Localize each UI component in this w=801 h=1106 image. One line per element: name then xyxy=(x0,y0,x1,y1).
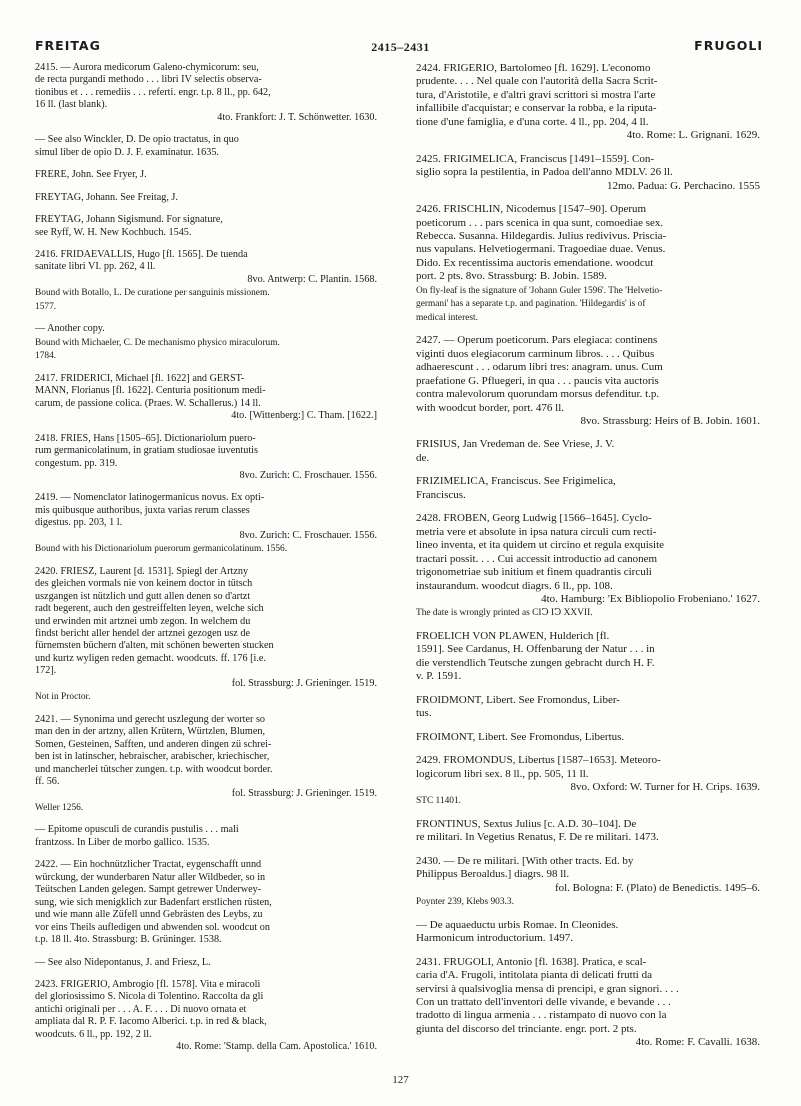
catalogue-entry xyxy=(35,957,381,969)
entry-line: 2430. — De re militari. [With other tracts. Ed. by xyxy=(416,854,634,867)
entry-line: Franciscus. xyxy=(416,488,466,501)
entry-line: 2417. FRIDERICI, Michael [fl. 1622] and GERST- xyxy=(35,372,245,384)
entry-line: Teütschen Landen gelegen. Sampt getrewer Underwey- xyxy=(35,884,262,896)
entry-line: FRIZIMELICA, Franciscus. See Frigimelica, xyxy=(416,475,616,488)
entry-line: with woodcut border, port. 476 ll. xyxy=(416,401,565,414)
entry-line: logicorum libri sex. 8 ll., pp. 505, 11 ll. xyxy=(416,767,589,780)
entry-line: Somen, Gesteinen, Safften, und anderen dingen zü schrei- xyxy=(35,738,272,750)
entry-line: carum, de passione colica. (Praes. W. Schallerus.) 14 ll. xyxy=(35,397,261,409)
catalogue-entry xyxy=(35,169,381,181)
entry-line: FRONTINUS, Sextus Julius [c. A.D. 30–104]. De xyxy=(416,817,637,830)
entry-line: servirsi à qualsivoglia mensa di prencipi, e gran signori. . . . xyxy=(416,982,679,995)
entry-line: — See also Nidepontanus, J. and Friesz, L. xyxy=(35,956,211,968)
entry-line: des gleichen vormals nie von keinem doctor in tütsch xyxy=(35,578,253,590)
entry-line: prudente. . . . Nel quale con l'autorità della Sacra Scrit- xyxy=(416,75,658,88)
catalogue-entry xyxy=(416,512,764,620)
entry-line: poeticorum . . . pars scenica in qua sunt, comoediae sex. xyxy=(416,216,664,229)
imprint-line: 8vo. Antwerp: C. Plantin. 1568. xyxy=(247,273,377,285)
catalogue-entry xyxy=(416,754,764,808)
entry-note: Bound with Botallo, L. De curatione per sanguinis missionem. xyxy=(35,288,270,299)
imprint-line: 4to. Rome: L. Grignani. 1629. xyxy=(626,129,760,142)
entry-note: The date is wrongly printed as CIↃ IↃ XXVII. xyxy=(416,608,593,619)
catalogue-entry xyxy=(35,323,381,362)
catalogue-entry xyxy=(416,694,764,721)
catalogue-entry xyxy=(35,134,381,159)
entry-line: und kurtz wyligen reden gemacht. woodcuts. ff. 176 [i.e. xyxy=(35,652,266,664)
entry-line: ampliata dal R. P. F. Iacomo Alberici. t.p. in red & black, xyxy=(35,1016,267,1028)
entry-line: 1591]. See Cardanus, H. Offenbarung der Natur . . . in xyxy=(416,643,655,656)
entry-note: STC 11401. xyxy=(416,796,461,807)
imprint-line: 4to. Hamburg: 'Ex Bibliopolio Frobeniano.' 1627. xyxy=(541,593,760,605)
entry-line: viginti duos elegiacorum carminum libros. . . . Quibus xyxy=(416,347,655,360)
entry-line: simul liber de opio D. J. F. examinatur. 1635. xyxy=(35,146,219,158)
entry-line: uszgangen ist nützlich und gutt allen denen so d'artzt xyxy=(35,590,251,602)
imprint-line: fol. Strassburg: J. Grieninger. 1519. xyxy=(231,677,377,689)
entry-line: findst bericht aller hendel der artznei gezogen usz de xyxy=(35,628,250,639)
imprint-line: 4to. Rome: F. Cavalli. 1638. xyxy=(635,1036,760,1049)
entry-line: adhaerescunt . . . odarum libri tres: anagram. unus. Cum xyxy=(416,361,663,374)
entry-line: würckung, der wunderbaren Natur aller Wildbeder, so in xyxy=(35,871,266,883)
catalogue-entry xyxy=(416,475,764,502)
entry-line: nus vapulans. Helvetiogermani. Tragoediae duae. Venus. xyxy=(416,243,666,256)
entry-line: caria d'A. Frugoli, intitolata pianta di delicati frutti da xyxy=(416,969,652,982)
catalogue-entry xyxy=(35,433,381,483)
running-head-range: 2415–2431 xyxy=(371,40,430,54)
entry-line: praefatione G. Pfluegeri, in qua . . . paucis vita auctoris xyxy=(416,374,659,387)
entry-line: 2426. FRISCHLIN, Nicodemus [1547–90]. Operum xyxy=(416,203,647,216)
entry-line: rum germanicolatinum, in gratiam studiosae iuventutis xyxy=(35,445,258,457)
entry-line: antichi originali per . . . A. F. . . . Di nuovo ornata et xyxy=(35,1003,247,1015)
imprint-line: 4to. [Wittenberg:] C. Tham. [1622.] xyxy=(231,410,377,422)
imprint-line: 4to. Rome: 'Stamp. della Cam. Apostolica.' 1610. xyxy=(176,1041,377,1053)
right-column xyxy=(416,62,764,1060)
entry-line: woodcuts. 6 ll., pp. 192, 2 ll. xyxy=(35,1028,152,1040)
imprint-line: 4to. Frankfort: J. T. Schönwetter. 1630. xyxy=(217,111,377,123)
entry-line: 2424. FRIGERIO, Bartolomeo [fl. 1629]. L'economo xyxy=(416,62,651,74)
entry-line: — See also Winckler, D. De opio tractatus, in quo xyxy=(35,134,239,146)
catalogue-entry xyxy=(35,979,381,1054)
entry-line: FROIDMONT, Libert. See Fromondus, Liber- xyxy=(416,693,620,706)
entry-line: man den in der artzny, allen Krütern, Würtzlen, Blumen, xyxy=(35,726,265,738)
entry-line: instaurandum. woodcut diagrs. 6 ll., pp. 108. xyxy=(416,579,613,592)
entry-line: digestus. pp. 203, 1 l. xyxy=(35,517,123,529)
entry-line: Rebecca. Susanna. Hildegardis. Julius redivivus. Priscia- xyxy=(416,229,667,242)
entry-line: tus. xyxy=(416,707,432,720)
entry-line: contra malevolorum quorundam morsus defenditur. t.p. xyxy=(416,388,660,401)
entry-line: — Another copy. xyxy=(35,323,105,335)
entry-line: vor eins Theils aufledigen und abwenden sol. woodcut on xyxy=(35,921,270,933)
imprint-line: 8vo. Strassburg: Heirs of B. Jobin. 1601. xyxy=(580,415,760,428)
page-number: 127 xyxy=(392,1074,409,1086)
entry-line: mis quibusque authoribus, juxta varias rerum classes xyxy=(35,504,250,516)
entry-line: 2415. — Aurora medicorum Galeno-chymicorum: seu, xyxy=(35,62,259,73)
catalogue-entry xyxy=(416,203,764,324)
catalogue-entry xyxy=(416,731,764,744)
entry-line: 2425. FRIGIMELICA, Franciscus [1491–1559]. Con- xyxy=(416,152,655,165)
entry-note: Poynter 239, Klebs 903.3. xyxy=(416,897,514,908)
entry-note: Weller 1256. xyxy=(35,802,84,813)
entry-line: 2428. FROBEN, Georg Ludwig [1566–1645]. Cyclo- xyxy=(416,512,652,525)
entry-line: 2419. — Nomenclator latinogermanicus novus. Ex opti- xyxy=(35,492,265,504)
imprint-line: 8vo. Zurich: C. Froschauer. 1556. xyxy=(239,469,377,481)
entry-line: port. 2 pts. 8vo. Strassburg: B. Jobin. 1589. xyxy=(416,270,607,283)
catalogue-entry xyxy=(416,818,764,845)
imprint-line: fol. Bologna: F. (Plato) de Benedictis. 1495–6. xyxy=(554,881,760,894)
catalogue-entry xyxy=(35,824,381,849)
entry-line: 2416. FRIDAEVALLIS, Hugo [fl. 1565]. De tuenda xyxy=(35,248,248,260)
entry-line: tractari possit. . . . Cui accessit introductio ad canonem xyxy=(416,552,658,565)
entry-line: Philippus Beroaldus.] diagrs. 98 ll. xyxy=(416,868,570,881)
catalogue-entry xyxy=(35,492,381,555)
entry-line: radt begerent, auch den gestreiffelten leyen, welche sich xyxy=(35,603,264,615)
catalogue-entry xyxy=(416,630,764,684)
entry-line: 2421. — Synonima und gerecht uszlegung der worter so xyxy=(35,713,266,725)
entry-note: Not in Proctor. xyxy=(35,692,91,703)
entry-line: lineo inventa, et ita quidem ut circino et regula exquisite xyxy=(416,539,665,552)
entry-line: 172]. xyxy=(35,665,57,677)
entry-line: tura, d'Aristotile, e d'altri gravi scrittori si mostra l'arte xyxy=(416,88,656,101)
entry-line: Dido. Ex recentissima auctoris emendatione. woodcut xyxy=(416,256,654,269)
entry-line: 2420. FRIESZ, Laurent [d. 1531]. Spiegl der Artzny xyxy=(35,565,249,577)
entry-line: 2429. FROMONDUS, Libertus [1587–1653]. Meteoro- xyxy=(416,754,661,767)
imprint-line: 12mo. Padua: G. Perchacino. 1555 xyxy=(606,179,760,192)
entry-line: FRERE, John. See Fryer, J. xyxy=(35,169,147,181)
entry-line: fürnemsten büchern d'alten, mit schönen bewerten stucken xyxy=(35,640,274,652)
catalogue-entry xyxy=(35,249,381,313)
entry-line: trigonometriae sub initium et finem quadrantis circuli xyxy=(416,566,652,579)
entry-line: die verstendlich Teutsche zungen gebracht durch H. F. xyxy=(416,656,655,669)
catalogue-entry xyxy=(416,438,764,465)
catalogue-entry xyxy=(35,62,381,124)
entry-line: FREYTAG, Johann Sigismund. For signature, xyxy=(35,214,223,226)
entry-line: siglio sopra la pestilentia, in Padoa dell'anno MDLV. 26 ll. xyxy=(416,166,673,179)
catalogue-entry xyxy=(35,214,381,239)
entry-line: und mancherlei tütscher zungen. t.p. with woodcut border. xyxy=(35,763,273,775)
entry-line: Harmonicum introductorium. 1497. xyxy=(416,932,574,945)
catalogue-entry xyxy=(416,956,764,1050)
entry-line: FREYTAG, Johann. See Freitag, J. xyxy=(35,191,178,203)
running-head-right: FRUGOLI xyxy=(694,38,763,53)
entry-line: re militari. In Vegetius Renatus, F. De re militari. 1473. xyxy=(416,831,659,844)
entry-line: tradotto di lingua armenia . . . ristampato di nuovo con la xyxy=(416,1009,667,1022)
entry-line: sung, wie sich menigklich zur Badenfart erstlichen rüsten, xyxy=(35,896,272,908)
entry-line: und wie mann alle Züfell unnd Gebrästen des Leybs, zu xyxy=(35,909,263,921)
catalogue-entry xyxy=(416,62,764,143)
catalogue-entry xyxy=(416,334,764,428)
entry-line: ben ist in latinscher, hebraischer, arabischer, kriechischer, xyxy=(35,751,270,763)
imprint-line: 8vo. Zurich: C. Froschauer. 1556. xyxy=(239,529,377,541)
catalogue-entry xyxy=(416,855,764,909)
entry-note: Bound with Michaeler, C. De mechanismo physico miraculorum. xyxy=(35,337,280,348)
entry-line: 2427. — Operum poeticorum. Pars elegiaca: continens xyxy=(416,334,658,347)
entry-line: sanitate libri VI. pp. 262, 4 ll. xyxy=(35,261,156,273)
entry-line: tionibus et . . . remediis . . . referti. engr. t.p. 8 ll., pp. 642, xyxy=(35,86,271,98)
entry-line: 2431. FRUGOLI, Antonio [fl. 1638]. Pratica, e scal- xyxy=(416,955,647,968)
entry-line: t.p. 18 ll. 4to. Strassburg: B. Grüninger. 1538. xyxy=(35,934,222,946)
entry-line: del gloriosissimo S. Nicola di Tolentino. Raccolta da gli xyxy=(35,991,264,1003)
entry-note: 1784. xyxy=(35,351,57,362)
catalogue-entry xyxy=(35,714,381,815)
entry-note: Bound with his Dictionariolum puerorum germanicolatinum. 1556. xyxy=(35,544,288,555)
entry-note: 1577. xyxy=(35,301,57,312)
entry-line: 2423. FRIGERIO, Ambrogio [fl. 1578]. Vita e miracoli xyxy=(35,978,261,990)
entry-line: 16 ll. (last blank). xyxy=(35,99,108,111)
imprint-line: fol. Strassburg: J. Grieninger. 1519. xyxy=(231,788,377,800)
catalogue-entry xyxy=(35,859,381,946)
catalogue-entry xyxy=(35,192,381,204)
catalogue-entry xyxy=(416,919,764,946)
entry-line: MANN, Florianus [fl. 1622]. Centuria positionum medi- xyxy=(35,385,266,397)
entry-line: FROIMONT, Libert. See Fromondus, Libertus. xyxy=(416,730,625,743)
entry-line: FROELICH VON PLAWEN, Hulderich [fl. xyxy=(416,629,610,642)
entry-note: On fly-leaf is the signature of 'Johann Guler 1596'. The 'Helvetio- xyxy=(416,285,663,296)
imprint-line: 8vo. Oxford: W. Turner for H. Crips. 1639. xyxy=(570,781,760,794)
entry-line: tione d'une famiglia, e d'una corte. 4 ll., pp. 204, 4 ll. xyxy=(416,115,649,128)
entry-line: metria vere et absolute in ipsa natura circuli cum recti- xyxy=(416,525,657,538)
entry-line: — Epitome opusculi de curandis pustulis . . . mali xyxy=(35,824,239,836)
entry-line: de recta purgandi methodo . . . libri IV selectis observa- xyxy=(35,74,262,86)
entry-note: medical interest. xyxy=(416,312,478,323)
catalogue-entry xyxy=(35,373,381,423)
running-head-left: FREITAG xyxy=(35,38,101,53)
entry-line: infallibile d'acquistar; e conservar la robba, e la riputa- xyxy=(416,102,657,115)
entry-line: see Ryff, W. H. New Kochbuch. 1545. xyxy=(35,226,192,238)
entry-line: und erwinden mit artznei umb zegon. In welchem du xyxy=(35,615,251,627)
entry-line: FRISIUS, Jan Vredeman de. See Vriese, J. V. xyxy=(416,438,615,451)
entry-line: Con un trattato dell'inventori delle vivande, e bevande . . . xyxy=(416,996,671,1009)
entry-line: — De aquaeductu urbis Romae. In Cleonides. xyxy=(416,918,619,931)
catalogue-entry xyxy=(416,153,764,193)
entry-line: giunta del discorso del trinciante. engr. port. 2 pts. xyxy=(416,1022,637,1035)
entry-line: frantzoss. In Liber de morbo gallico. 1535. xyxy=(35,836,210,848)
catalogue-entry xyxy=(35,566,381,704)
entry-note: germani' has a separate t.p. and pagination. 'Hildegardis' is of xyxy=(416,299,646,310)
entry-line: congestum. pp. 319. xyxy=(35,457,118,469)
entry-line: 2422. — Ein hochnützlicher Tractat, eygenschafft unnd xyxy=(35,859,262,871)
entry-line: ff. 56. xyxy=(35,776,60,788)
entry-line: v. P. 1591. xyxy=(416,670,462,683)
left-column xyxy=(35,62,381,1064)
entry-line: de. xyxy=(416,451,430,464)
entry-line: 2418. FRIES, Hans [1505–65]. Dictionariolum puero- xyxy=(35,432,256,444)
